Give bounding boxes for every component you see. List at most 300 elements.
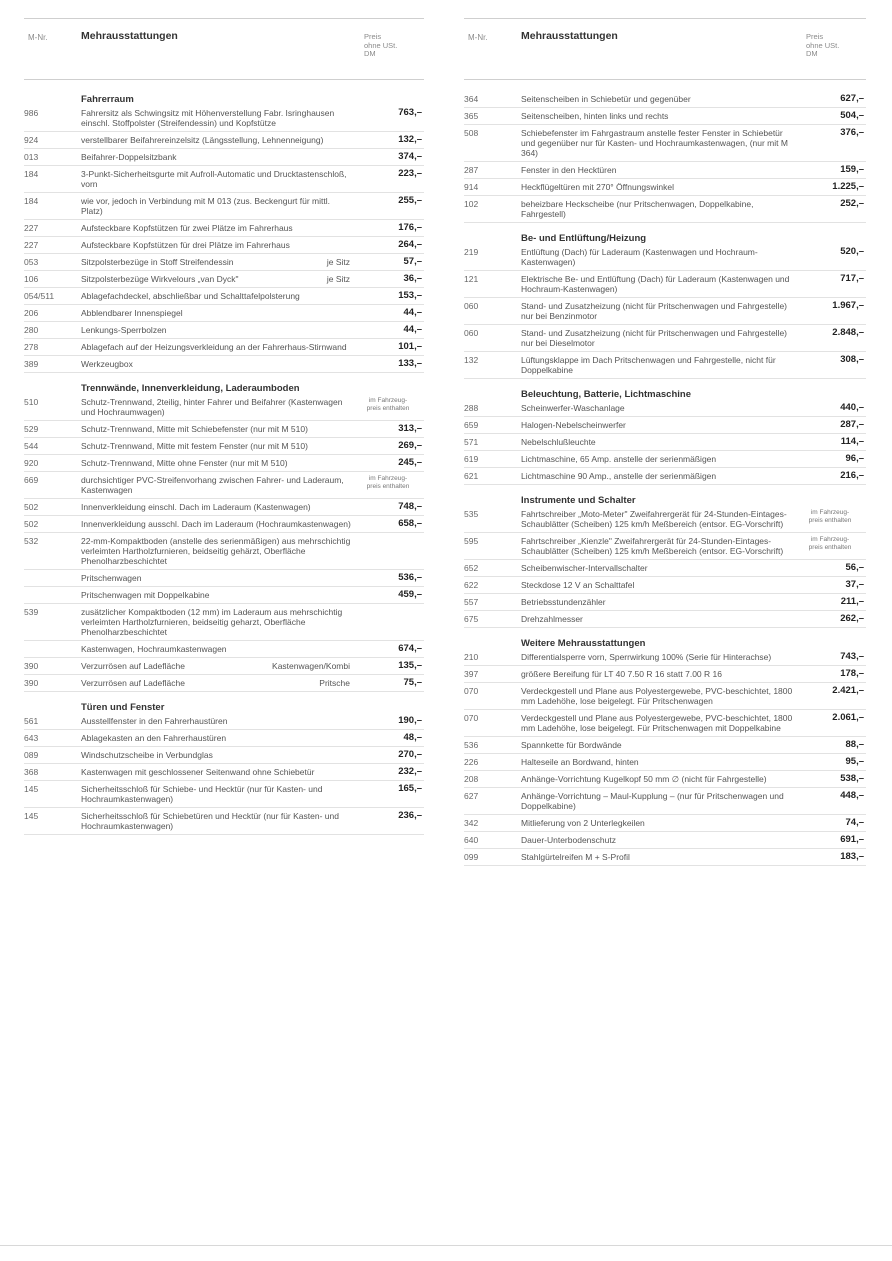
option-code: 510: [24, 397, 39, 407]
table-row: [24, 678, 424, 692]
row-divider: [24, 834, 424, 835]
option-code: 145: [24, 811, 39, 821]
option-code: 184: [24, 196, 39, 206]
option-price: 190,–: [398, 715, 422, 726]
option-description: Lüftungsklappe im Dach Pritschenwagen und Fahrgestelle, nicht für Doppelkabine: [521, 355, 776, 375]
option-code: 054/511: [24, 291, 55, 301]
row-divider: [464, 178, 866, 179]
row-divider: [464, 709, 866, 710]
table-row: [464, 835, 866, 849]
option-price: 133,–: [398, 358, 422, 369]
option-code: 102: [464, 199, 479, 209]
option-note: Pritsche: [315, 678, 350, 688]
option-price: 245,–: [398, 457, 422, 468]
table-row: [464, 818, 866, 832]
table-row: [24, 291, 424, 305]
option-description: größere Bereifung für LT 40 7.50 R 16 statt 7.00 R 16: [521, 669, 722, 679]
option-price: 376,–: [840, 127, 864, 138]
section-title: Instrumente und Schalter: [521, 495, 636, 506]
option-code: 184: [24, 169, 39, 179]
row-divider: [464, 297, 866, 298]
option-code: 986: [24, 108, 39, 118]
option-description: Fahrtschreiber „Moto-Meter" Zweifahrergerät für 24-Stunden-Eintages-Schaublätter (Scheiben) 125 km/h Meßbereich (entsor. EG-Vorschrift): [521, 509, 787, 529]
option-description: Steckdose 12 V an Schalttafel: [521, 580, 635, 590]
table-title: Mehrausstattungen: [81, 30, 178, 42]
option-price: 264,–: [398, 239, 422, 250]
row-divider: [24, 471, 424, 472]
table-row: [24, 359, 424, 373]
row-divider: [24, 780, 424, 781]
option-description: Ablagekasten an den Fahrerhaustüren: [81, 733, 227, 743]
included-line-1: im Fahrzeug-: [810, 509, 850, 516]
section-title: Be- und Entlüftung/Heizung: [521, 233, 647, 244]
option-price: 95,–: [845, 756, 864, 767]
row-divider: [24, 603, 424, 604]
left-column: [24, 18, 424, 838]
table-row: [24, 784, 424, 808]
option-description: Innenverkleidung einschl. Dach im Laderaum (Kastenwagen): [81, 502, 311, 512]
right-table-header: [464, 18, 866, 80]
option-code: 013: [24, 152, 39, 162]
option-price: 135,–: [398, 660, 422, 671]
section-block: [464, 638, 866, 866]
table-row: [464, 757, 866, 771]
page-bottom-rule: [0, 1245, 892, 1246]
option-description: Sitzpolsterbezüge Wirkvelours „van Dyck": [81, 274, 239, 284]
option-description: Innenverkleidung ausschl. Dach im Laderaum (Hochraumkastenwagen): [81, 519, 351, 529]
option-code: 924: [24, 135, 39, 145]
section-title: Türen und Fenster: [81, 702, 165, 713]
option-description: Scheinwerfer-Waschanlage: [521, 403, 625, 413]
table-row: [24, 661, 424, 675]
option-code: 914: [464, 182, 479, 192]
option-price: 176,–: [398, 222, 422, 233]
option-description: Sicherheitsschloß für Schiebetüren und Hecktür (nur für Kasten- und Hochraumkastenwagen): [81, 811, 339, 831]
included-line-2: preis enthalten: [366, 482, 410, 490]
option-description: Fenster in den Hecktüren: [521, 165, 617, 175]
option-description: Stand- und Zusatzheizung (nicht für Pritschenwagen und Fahrgestelle) nur bei Dieselmotor: [521, 328, 788, 348]
included-in-price-note: [796, 536, 864, 551]
row-divider: [24, 454, 424, 455]
option-description: Entlüftung (Dach) für Laderaum (Kastenwagen und Hochraum-Kastenwagen): [521, 247, 758, 267]
table-row: [464, 165, 866, 179]
option-description: Seitenscheiben in Schiebetür und gegenüber: [521, 94, 691, 104]
option-price: 223,–: [398, 168, 422, 179]
option-description: Ausstellfenster in den Fahrerhaustüren: [81, 716, 228, 726]
table-row: [464, 713, 866, 737]
option-description: Kastenwagen, Hochraumkastenwagen: [81, 644, 227, 654]
option-price: 691,–: [840, 834, 864, 845]
option-price: 717,–: [840, 273, 864, 284]
option-code: 557: [464, 597, 479, 607]
section-title: Beleuchtung, Batterie, Lichtmaschine: [521, 389, 691, 400]
row-divider: [464, 124, 866, 125]
row-divider: [464, 161, 866, 162]
option-code: 060: [464, 301, 479, 311]
included-line-2: preis enthalten: [366, 404, 410, 412]
table-row: [24, 811, 424, 835]
option-price: 448,–: [840, 790, 864, 801]
row-divider: [464, 831, 866, 832]
table-row: [464, 791, 866, 815]
table-row: [464, 471, 866, 485]
option-price: 743,–: [840, 651, 864, 662]
option-description: Dauer-Unterbodenschutz: [521, 835, 616, 845]
option-description: verstellbarer Beifahrereinzelsitz (Längsstellung, Lehnenneigung): [81, 135, 324, 145]
option-code: 364: [464, 94, 479, 104]
option-code: 121: [464, 274, 479, 284]
row-divider: [464, 814, 866, 815]
option-price: 440,–: [840, 402, 864, 413]
option-code: 106: [24, 274, 39, 284]
row-divider: [24, 148, 424, 149]
option-code: 368: [24, 767, 39, 777]
row-divider: [464, 378, 866, 379]
right-column: [464, 18, 866, 869]
option-note: je Sitz: [323, 257, 350, 267]
row-divider: [24, 729, 424, 730]
row-divider: [464, 467, 866, 468]
row-divider: [24, 131, 424, 132]
option-price: 211,–: [840, 596, 864, 607]
table-row: [24, 590, 424, 604]
option-price: 232,–: [398, 766, 422, 777]
table-row: [24, 644, 424, 658]
option-code: 226: [464, 757, 479, 767]
row-divider: [464, 484, 866, 485]
row-divider: [24, 640, 424, 641]
table-row: [464, 403, 866, 417]
option-price: 538,–: [840, 773, 864, 784]
row-divider: [24, 807, 424, 808]
table-row: [464, 437, 866, 451]
option-price: 763,–: [398, 107, 422, 118]
section-block: [464, 495, 866, 628]
option-code: 206: [24, 308, 39, 318]
option-price: 132,–: [398, 134, 422, 145]
option-code: 099: [464, 852, 479, 862]
row-divider: [24, 420, 424, 421]
option-description: Stahlgürtelreifen M + S-Profil: [521, 852, 630, 862]
row-divider: [24, 253, 424, 254]
option-description: Lenkungs-Sperrbolzen: [81, 325, 167, 335]
option-code: 070: [464, 713, 479, 723]
row-divider: [464, 787, 866, 788]
option-price: 153,–: [398, 290, 422, 301]
table-row: [24, 573, 424, 587]
option-note: je Sitz: [323, 274, 350, 284]
table-row: [464, 128, 866, 162]
table-row: [464, 669, 866, 683]
included-in-price-note: [354, 397, 422, 412]
section-title: Fahrerraum: [81, 94, 134, 105]
row-divider: [464, 865, 866, 866]
option-code: 070: [464, 686, 479, 696]
option-description: Ablagefachdeckel, abschließbar und Schalttafelpolsterung: [81, 291, 300, 301]
option-code: 640: [464, 835, 479, 845]
table-row: [24, 424, 424, 438]
row-divider: [464, 753, 866, 754]
row-divider: [464, 222, 866, 223]
option-price: 159,–: [840, 164, 864, 175]
included-in-price-note: [796, 509, 864, 524]
option-description: Beifahrer-Doppelsitzbank: [81, 152, 177, 162]
table-row: [24, 475, 424, 499]
option-price: 252,–: [840, 198, 864, 209]
table-row: [24, 502, 424, 516]
option-price: 459,–: [398, 589, 422, 600]
row-divider: [24, 746, 424, 747]
option-note: Kastenwagen/Kombi: [268, 661, 350, 671]
option-price: 308,–: [840, 354, 864, 365]
option-description: Pritschenwagen: [81, 573, 142, 583]
option-code: 652: [464, 563, 479, 573]
option-code: 502: [24, 519, 39, 529]
option-code: 389: [24, 359, 39, 369]
table-row: [24, 519, 424, 533]
table-row: [24, 607, 424, 641]
option-description: Schutz-Trennwand, 2teilig, hinter Fahrer und Beifahrer (Kastenwagen und Hochraumwagen): [81, 397, 343, 417]
option-code: 132: [464, 355, 479, 365]
table-row: [24, 397, 424, 421]
option-description: Anhänge-Vorrichtung – Maul-Kupplung – (nur für Pritschenwagen und Doppelkabine): [521, 791, 784, 811]
option-price: 270,–: [398, 749, 422, 760]
table-row: [24, 274, 424, 288]
table-row: [464, 509, 866, 533]
option-description: Aufsteckbare Kopfstützen für zwei Plätze im Fahrerhaus: [81, 223, 293, 233]
table-row: [24, 750, 424, 764]
section-block: [464, 94, 866, 223]
row-divider: [464, 450, 866, 451]
option-description: durchsichtiger PVC-Streifenvorhang zwischen Fahrer- und Laderaum, Kastenwagen: [81, 475, 344, 495]
option-description: Verzurrösen auf Ladefläche: [81, 678, 185, 688]
table-row: [24, 716, 424, 730]
included-line-2: preis enthalten: [808, 516, 852, 524]
row-divider: [464, 559, 866, 560]
option-code: 390: [24, 678, 39, 688]
row-divider: [24, 763, 424, 764]
option-code: 532: [24, 536, 39, 546]
option-price: 627,–: [840, 93, 864, 104]
row-divider: [464, 107, 866, 108]
price-heading: Preis ohne USt. DM: [806, 32, 840, 58]
option-description: 3-Punkt-Sicherheitsgurte mit Aufroll-Automatic und Drucktastenschloß, vorn: [81, 169, 347, 189]
table-row: [24, 240, 424, 254]
option-code: 621: [464, 471, 479, 481]
row-divider: [464, 848, 866, 849]
table-row: [464, 355, 866, 379]
table-row: [464, 94, 866, 108]
option-code: 619: [464, 454, 479, 464]
option-price: 37,–: [845, 579, 864, 590]
table-row: [464, 614, 866, 628]
table-row: [464, 111, 866, 125]
option-code: 390: [24, 661, 39, 671]
option-price: 178,–: [840, 668, 864, 679]
row-divider: [464, 610, 866, 611]
row-divider: [24, 287, 424, 288]
row-divider: [24, 165, 424, 166]
row-divider: [464, 195, 866, 196]
row-divider: [24, 674, 424, 675]
table-row: [464, 852, 866, 866]
table-row: [24, 257, 424, 271]
option-code: 278: [24, 342, 39, 352]
option-code: 571: [464, 437, 479, 447]
option-description: Fahrersitz als Schwingsitz mit Höhenverstellung Fabr. Isringhausen einschl. Stoffpolster (Streifendessin) und Kopfstütze: [81, 108, 335, 128]
table-row: [464, 774, 866, 788]
option-price: 74,–: [845, 817, 864, 828]
option-code: 210: [464, 652, 479, 662]
section-title: Trennwände, Innenverkleidung, Laderaumboden: [81, 383, 300, 394]
option-description: Windschutzscheibe in Verbundglas: [81, 750, 213, 760]
row-divider: [464, 433, 866, 434]
row-divider: [464, 736, 866, 737]
option-price: 96,–: [845, 453, 864, 464]
option-code: 675: [464, 614, 479, 624]
option-price: 44,–: [403, 324, 422, 335]
row-divider: [24, 515, 424, 516]
row-divider: [24, 657, 424, 658]
row-divider: [24, 498, 424, 499]
option-price: 36,–: [403, 273, 422, 284]
option-price: 269,–: [398, 440, 422, 451]
section-block: [24, 702, 424, 835]
row-divider: [24, 691, 424, 692]
option-code: 529: [24, 424, 39, 434]
row-divider: [24, 569, 424, 570]
option-description: Heckflügeltüren mit 270° Öffnungswinkel: [521, 182, 675, 192]
option-code: 053: [24, 257, 39, 267]
table-row: [24, 458, 424, 472]
included-line-2: preis enthalten: [808, 543, 852, 551]
row-divider: [24, 586, 424, 587]
table-row: [464, 740, 866, 754]
option-price: 165,–: [398, 783, 422, 794]
option-description: Verdeckgestell und Plane aus Polyestergewebe, PVC-beschichtet, 1800 mm Ladehöhe, lose beigelegt. Für Pritschenwagen mit Doppelkabine: [521, 713, 793, 733]
option-description: Halogen-Nebelscheinwerfer: [521, 420, 626, 430]
option-price: 504,–: [840, 110, 864, 121]
option-price: 374,–: [398, 151, 422, 162]
row-divider: [464, 665, 866, 666]
option-description: Seitenscheiben, hinten links und rechts: [521, 111, 669, 121]
row-divider: [464, 351, 866, 352]
table-row: [464, 652, 866, 666]
table-row: [24, 196, 424, 220]
option-price: 114,–: [840, 436, 864, 447]
option-price: 2.061,–: [832, 712, 864, 723]
option-price: 44,–: [403, 307, 422, 318]
row-divider: [464, 682, 866, 683]
table-row: [24, 767, 424, 781]
section-block: [464, 233, 866, 379]
option-description: Scheibenwischer-Intervallschalter: [521, 563, 648, 573]
row-divider: [24, 219, 424, 220]
option-price: 748,–: [398, 501, 422, 512]
option-price: 216,–: [840, 470, 864, 481]
row-divider: [464, 532, 866, 533]
option-code: 502: [24, 502, 39, 512]
option-price: 101,–: [398, 341, 422, 352]
option-price: 57,–: [403, 256, 422, 267]
option-code: 145: [24, 784, 39, 794]
option-description: Betriebsstundenzähler: [521, 597, 606, 607]
option-code: 342: [464, 818, 479, 828]
option-description: wie vor, jedoch in Verbindung mit M 013 (zus. Beckengurt für mittl. Platz): [81, 196, 330, 216]
mnr-heading: M-Nr.: [28, 33, 48, 42]
option-code: 287: [464, 165, 479, 175]
row-divider: [24, 321, 424, 322]
option-code: 508: [464, 128, 479, 138]
option-price: 56,–: [845, 562, 864, 573]
included-line-1: im Fahrzeug-: [368, 397, 408, 404]
option-description: beheizbare Heckscheibe (nur Pritschenwagen, Doppelkabine, Fahrgestell): [521, 199, 754, 219]
option-description: Nebelschlußleuchte: [521, 437, 596, 447]
row-divider: [464, 416, 866, 417]
table-row: [464, 454, 866, 468]
row-divider: [464, 593, 866, 594]
option-price: 2.421,–: [832, 685, 864, 696]
row-divider: [24, 338, 424, 339]
table-row: [24, 441, 424, 455]
option-description: Schiebefenster im Fahrgastraum anstelle fester Fenster in Schiebetür und gegenüber nur für Kasten- und Hochraumkastenwagen, (nur mit M 364): [521, 128, 788, 158]
row-divider: [24, 192, 424, 193]
option-price: 1.967,–: [832, 300, 864, 311]
option-description: Anhänge-Vorrichtung Kugelkopf 50 mm ∅ (nicht für Fahrgestelle): [521, 774, 767, 784]
table-row: [464, 580, 866, 594]
row-divider: [24, 532, 424, 533]
option-description: Schutz-Trennwand, Mitte mit Schiebefenster (nur mit M 510): [81, 424, 308, 434]
option-description: Ablagefach auf der Heizungsverkleidung an der Fahrerhaus-Stirnwand: [81, 342, 347, 352]
table-row: [464, 536, 866, 560]
row-divider: [24, 270, 424, 271]
option-price: 255,–: [398, 195, 422, 206]
option-price: 658,–: [398, 518, 422, 529]
option-price: 262,–: [840, 613, 864, 624]
table-row: [24, 152, 424, 166]
option-price: 287,–: [840, 419, 864, 430]
option-price: 88,–: [845, 739, 864, 750]
table-row: [464, 274, 866, 298]
option-code: 089: [24, 750, 39, 760]
table-row: [464, 420, 866, 434]
table-row: [464, 199, 866, 223]
option-price: 536,–: [398, 572, 422, 583]
row-divider: [24, 437, 424, 438]
option-code: 227: [24, 223, 39, 233]
option-description: zusätzlicher Kompaktboden (12 mm) im Laderaum aus mehrschichtig verleimten Hartholzfurnieren, beidseitig geharzt, Oberfläche Phenolharzbeschichtet: [81, 607, 343, 637]
option-description: Fahrtschreiber „Kienzle" Zweifahrergerät für 24-Stunden-Eintages-Schaublätter (Scheiben) 125 km/h Meßbereich (entsor. EG-Vorschrift): [521, 536, 784, 556]
row-divider: [24, 236, 424, 237]
option-code: 397: [464, 669, 479, 679]
table-row: [464, 597, 866, 611]
option-code: 536: [464, 740, 479, 750]
option-code: 643: [24, 733, 39, 743]
table-row: [464, 686, 866, 710]
option-description: Verdeckgestell und Plane aus Polyestergewebe, PVC-beschichtet, 1800 mm Ladehöhe, lose beigelegt. Für Pritschenwagen: [521, 686, 793, 706]
option-code: 208: [464, 774, 479, 784]
included-line-1: im Fahrzeug-: [810, 536, 850, 543]
table-row: [24, 169, 424, 193]
table-title: Mehrausstattungen: [521, 30, 618, 42]
option-description: Aufsteckbare Kopfstützen für drei Plätze im Fahrerhaus: [81, 240, 290, 250]
option-description: Werkzeugbox: [81, 359, 133, 369]
option-price: 236,–: [398, 810, 422, 821]
option-price: 313,–: [398, 423, 422, 434]
option-description: Stand- und Zusatzheizung (nicht für Pritschenwagen und Fahrgestelle) nur bei Benzinmotor: [521, 301, 788, 321]
option-code: 669: [24, 475, 39, 485]
option-code: 659: [464, 420, 479, 430]
